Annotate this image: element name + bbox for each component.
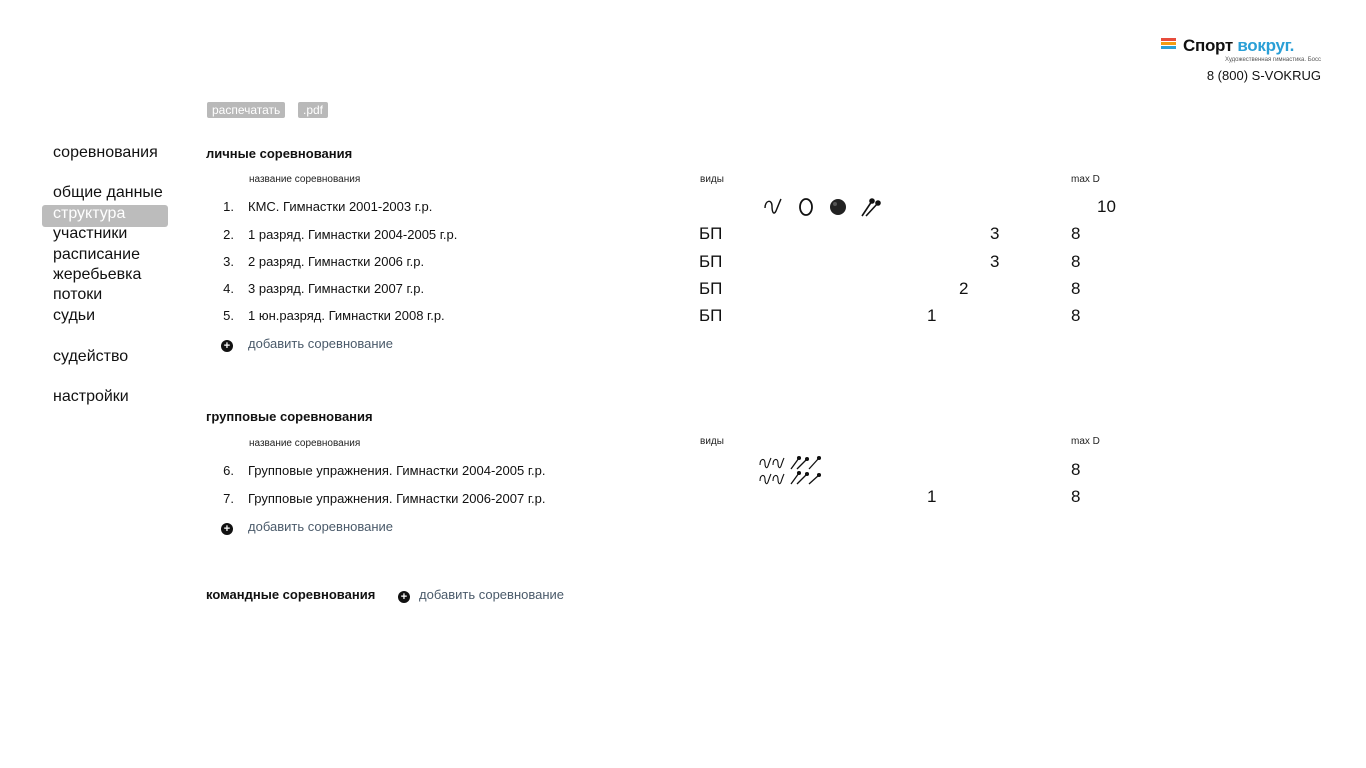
brand-title-main: Спорт bbox=[1183, 36, 1233, 55]
group-col-maxd: max D bbox=[1071, 436, 1100, 447]
competition-name[interactable]: Групповые упражнения. Гимнастки 2004-2005 г.р. bbox=[248, 463, 546, 478]
sidebar-item-judges[interactable]: судьи bbox=[53, 307, 96, 324]
competition-name[interactable]: 1 юн.разряд. Гимнастки 2008 г.р. bbox=[248, 308, 445, 323]
sidebar-item-settings[interactable]: настройки bbox=[53, 388, 129, 405]
brand-title-accent: вокруг. bbox=[1237, 36, 1295, 55]
row-number: 3. bbox=[223, 254, 234, 269]
competition-type: БП bbox=[699, 279, 723, 298]
competition-max-d: 8 bbox=[1071, 487, 1081, 506]
competition-max-d: 8 bbox=[1071, 306, 1081, 325]
row-number: 2. bbox=[223, 227, 234, 242]
row-number: 5. bbox=[223, 308, 234, 323]
competition-count: 1 bbox=[927, 487, 937, 506]
competition-name[interactable]: 1 разряд. Гимнастки 2004-2005 г.р. bbox=[248, 227, 458, 242]
competition-max-d: 10 bbox=[1097, 197, 1116, 216]
hoop-icon bbox=[800, 199, 812, 215]
personal-section-title: личные соревнования bbox=[206, 146, 353, 161]
ball-icon bbox=[830, 199, 846, 215]
apparatus-icons bbox=[762, 196, 882, 220]
brand-phone: 8 (800) S-VOKRUG bbox=[1206, 68, 1321, 83]
competition-count: 1 bbox=[927, 306, 937, 325]
print-button[interactable]: распечатать bbox=[207, 102, 285, 118]
rope-icon bbox=[760, 458, 784, 484]
row-number: 7. bbox=[223, 491, 234, 506]
competition-type: БП bbox=[699, 306, 723, 325]
sidebar-item-participants[interactable]: участники bbox=[53, 225, 128, 242]
group-section-title: групповые соревнования bbox=[206, 409, 373, 424]
group-col-name: название соревнования bbox=[249, 438, 361, 449]
sidebar-item-structure[interactable]: структура bbox=[53, 205, 126, 222]
group-col-types: виды bbox=[700, 436, 724, 447]
add-group-plus-icon[interactable]: + bbox=[221, 523, 233, 535]
brand-logo[interactable] bbox=[1161, 36, 1321, 96]
competition-max-d: 8 bbox=[1071, 460, 1081, 479]
pdf-button[interactable]: .pdf bbox=[298, 102, 328, 118]
competition-count: 3 bbox=[990, 252, 1000, 271]
row-number: 6. bbox=[223, 463, 234, 478]
competition-max-d: 8 bbox=[1071, 279, 1081, 298]
team-section-title: командные соревнования bbox=[206, 587, 376, 602]
competition-name[interactable]: Групповые упражнения. Гимнастки 2006-2007 г.р. bbox=[248, 491, 546, 506]
sidebar-item-schedule[interactable]: расписание bbox=[53, 246, 140, 263]
logo-mark-icon bbox=[1161, 38, 1176, 52]
competition-type: БП bbox=[699, 252, 723, 271]
clubs-icon bbox=[862, 199, 880, 216]
add-team-plus-icon[interactable]: + bbox=[398, 591, 410, 603]
row-number: 1. bbox=[223, 199, 234, 214]
clubs-icon bbox=[791, 457, 820, 484]
competition-type: БП bbox=[699, 224, 723, 243]
rope-icon bbox=[765, 199, 781, 213]
row-number: 4. bbox=[223, 281, 234, 296]
sidebar-item-general-data[interactable]: общие данные bbox=[53, 184, 163, 201]
competition-name[interactable]: 2 разряд. Гимнастки 2006 г.р. bbox=[248, 254, 425, 269]
add-team-competition-link[interactable]: добавить соревнование bbox=[419, 587, 565, 602]
group-apparatus-icons bbox=[757, 455, 827, 487]
competition-max-d: 8 bbox=[1071, 252, 1081, 271]
add-personal-competition-link[interactable]: добавить соревнование bbox=[248, 336, 394, 351]
personal-col-name: название соревнования bbox=[249, 174, 361, 185]
sidebar-item-streams[interactable]: потоки bbox=[53, 286, 103, 303]
personal-col-types: виды bbox=[700, 174, 724, 185]
competition-name[interactable]: КМС. Гимнастки 2001-2003 г.р. bbox=[248, 199, 433, 214]
add-group-competition-link[interactable]: добавить соревнование bbox=[248, 519, 394, 534]
competition-count: 3 bbox=[990, 224, 1000, 243]
brand-title bbox=[1183, 36, 1294, 56]
personal-col-maxd: max D bbox=[1071, 174, 1100, 185]
competition-name[interactable]: 3 разряд. Гимнастки 2007 г.р. bbox=[248, 281, 425, 296]
sidebar-item-draw[interactable]: жеребьевка bbox=[53, 266, 142, 283]
brand-subtitle: Художественная гимнастика. Босс bbox=[1225, 57, 1321, 63]
competition-count: 2 bbox=[959, 279, 969, 298]
sidebar-item-judging[interactable]: судейство bbox=[53, 348, 129, 365]
sidebar-item-competitions[interactable]: соревнования bbox=[53, 144, 158, 161]
competition-max-d: 8 bbox=[1071, 224, 1081, 243]
add-personal-plus-icon[interactable]: + bbox=[221, 340, 233, 352]
